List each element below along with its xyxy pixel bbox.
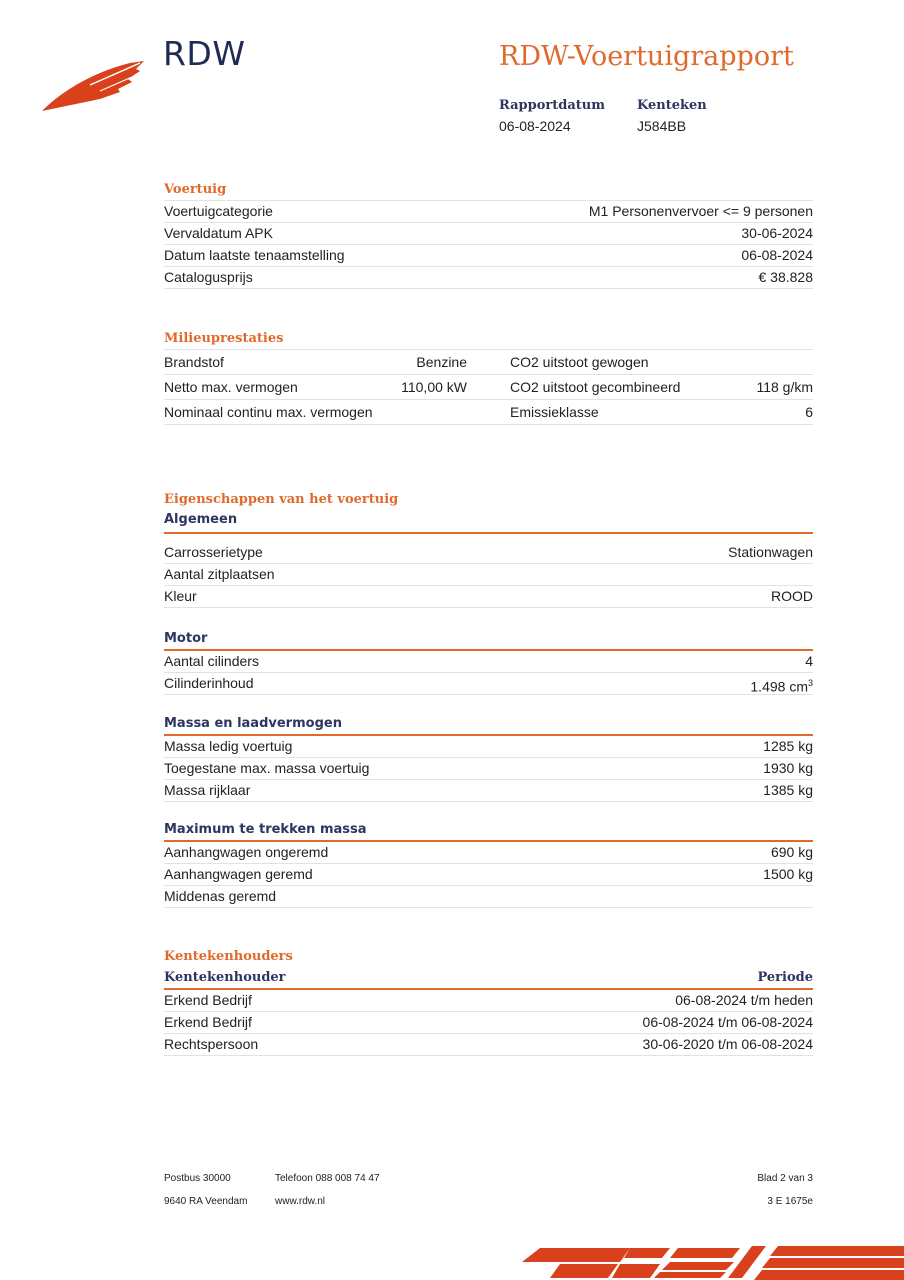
row-label: Aantal cilinders	[164, 653, 259, 669]
row-value: 1385 kg	[763, 782, 813, 798]
row-value: M1 Personenvervoer <= 9 personen	[588, 203, 813, 219]
row-label: Brandstof	[164, 354, 224, 370]
row-value: 4	[805, 653, 813, 669]
section-title: Voertuig	[164, 182, 227, 197]
row-label: Toegestane max. massa voertuig	[164, 760, 370, 776]
row-value: 06-08-2024	[741, 247, 813, 263]
table-row	[164, 886, 813, 908]
section-massa	[164, 714, 813, 802]
table-row	[164, 267, 813, 289]
row-value	[384, 400, 467, 424]
row-label: Aanhangwagen geremd	[164, 866, 313, 882]
row-value: 118 g/km	[756, 379, 813, 395]
row-value: 30-06-2020 t/m 06-08-2024	[642, 1036, 813, 1052]
table-row	[164, 780, 813, 802]
table-row	[164, 651, 813, 673]
row-label: Rechtspersoon	[164, 1036, 259, 1052]
row-value: € 38.828	[758, 269, 813, 285]
row-value: ROOD	[771, 588, 813, 604]
row-label: Carrosserietype	[164, 544, 263, 560]
table-row	[164, 586, 813, 608]
row-value: 1930 kg	[763, 760, 813, 776]
footer-website: www.rdw.nl	[275, 1196, 326, 1207]
report-title: RDW-Voertuigrapport	[499, 41, 794, 72]
section-eigenschappen	[164, 490, 813, 608]
row-value: 06-08-2024 t/m 06-08-2024	[642, 1014, 813, 1030]
subsection-title: Algemeen	[164, 510, 813, 534]
plate-value: J584BB	[637, 118, 687, 134]
row-value: 690 kg	[770, 844, 813, 860]
table-row	[164, 990, 813, 1012]
section-title: Eigenschappen van het voertuig	[164, 492, 399, 507]
footer-postbus: Postbus 30000	[164, 1173, 231, 1184]
table-row	[164, 245, 813, 267]
column-header-holder: Kentekenhouder	[164, 970, 286, 985]
row-value: 30-06-2024	[741, 225, 813, 241]
table-row	[164, 1034, 813, 1056]
row-label: Aanhangwagen ongeremd	[164, 844, 329, 860]
row-value: 1500 kg	[763, 866, 813, 882]
section-trekken	[164, 820, 813, 908]
row-label: CO2 uitstoot gecombineerd	[510, 379, 681, 395]
row-label: CO2 uitstoot gewogen	[510, 354, 649, 370]
table-row	[164, 842, 813, 864]
report-date: 06-08-2024	[499, 118, 571, 134]
subsection-title: Motor	[164, 629, 813, 651]
plate-label: Kenteken	[637, 98, 707, 113]
row-value	[755, 350, 813, 374]
section-title: Milieuprestaties	[164, 331, 284, 346]
brand-name: RDW	[163, 34, 246, 73]
section-title: Kentekenhouders	[164, 949, 293, 964]
footer-phone: Telefoon 088 008 74 47	[275, 1173, 380, 1184]
table-header	[164, 967, 813, 990]
row-label: Catalogusprijs	[164, 269, 253, 285]
section-milieu	[164, 329, 813, 425]
decorative-stripes-icon	[520, 1244, 904, 1280]
row-label: Erkend Bedrijf	[164, 1014, 252, 1030]
unit-superscript: 3	[807, 678, 813, 688]
row-value	[750, 673, 813, 694]
table-row	[164, 1012, 813, 1034]
subsection-title: Massa en laadvermogen	[164, 714, 813, 736]
row-value: Stationwagen	[728, 544, 813, 560]
row-label: Emissieklasse	[510, 404, 599, 420]
row-label: Aantal zitplaatsen	[164, 566, 275, 582]
row-label: Nominaal continu max. vermogen	[164, 404, 373, 420]
report-date-label: Rapportdatum	[499, 98, 605, 113]
section-kentekenhouders	[164, 947, 813, 1056]
table-row	[164, 758, 813, 780]
row-label: Voertuigcategorie	[164, 203, 273, 219]
row-value: 6	[805, 404, 813, 420]
table-row	[164, 200, 813, 223]
row-value: 110,00 kW	[401, 379, 467, 395]
row-value: Benzine	[416, 354, 467, 370]
table-row	[164, 736, 813, 758]
section-motor	[164, 629, 813, 695]
table-row	[164, 864, 813, 886]
row-label: Vervaldatum APK	[164, 225, 273, 241]
section-voertuig	[164, 180, 813, 289]
row-label: Massa ledig voertuig	[164, 738, 293, 754]
column-header-period: Periode	[757, 970, 813, 985]
subsection-title: Maximum te trekken massa	[164, 820, 813, 842]
footer-code: 3 E 1675e	[767, 1196, 813, 1207]
table-row	[164, 542, 813, 564]
row-label: Kleur	[164, 588, 197, 604]
table-row	[164, 564, 813, 586]
row-label: Middenas geremd	[164, 888, 277, 904]
row-value: 1285 kg	[763, 738, 813, 754]
table-row	[164, 673, 813, 695]
row-label: Netto max. vermogen	[164, 379, 298, 395]
footer-city: 9640 RA Veendam	[164, 1196, 248, 1207]
footer-page: Blad 2 van 3	[757, 1173, 813, 1184]
row-value: 06-08-2024 t/m heden	[675, 992, 813, 1008]
table-row	[164, 400, 813, 425]
row-label: Datum laatste tenaamstelling	[164, 247, 345, 263]
table-row	[164, 349, 813, 375]
row-label: Cilinderinhoud	[164, 675, 254, 691]
rdw-logo-icon	[40, 55, 150, 115]
row-label: Erkend Bedrijf	[164, 992, 252, 1008]
table-row	[164, 375, 813, 400]
row-label: Massa rijklaar	[164, 782, 251, 798]
table-row	[164, 223, 813, 245]
displacement-value: 1.498 cm	[750, 678, 808, 695]
